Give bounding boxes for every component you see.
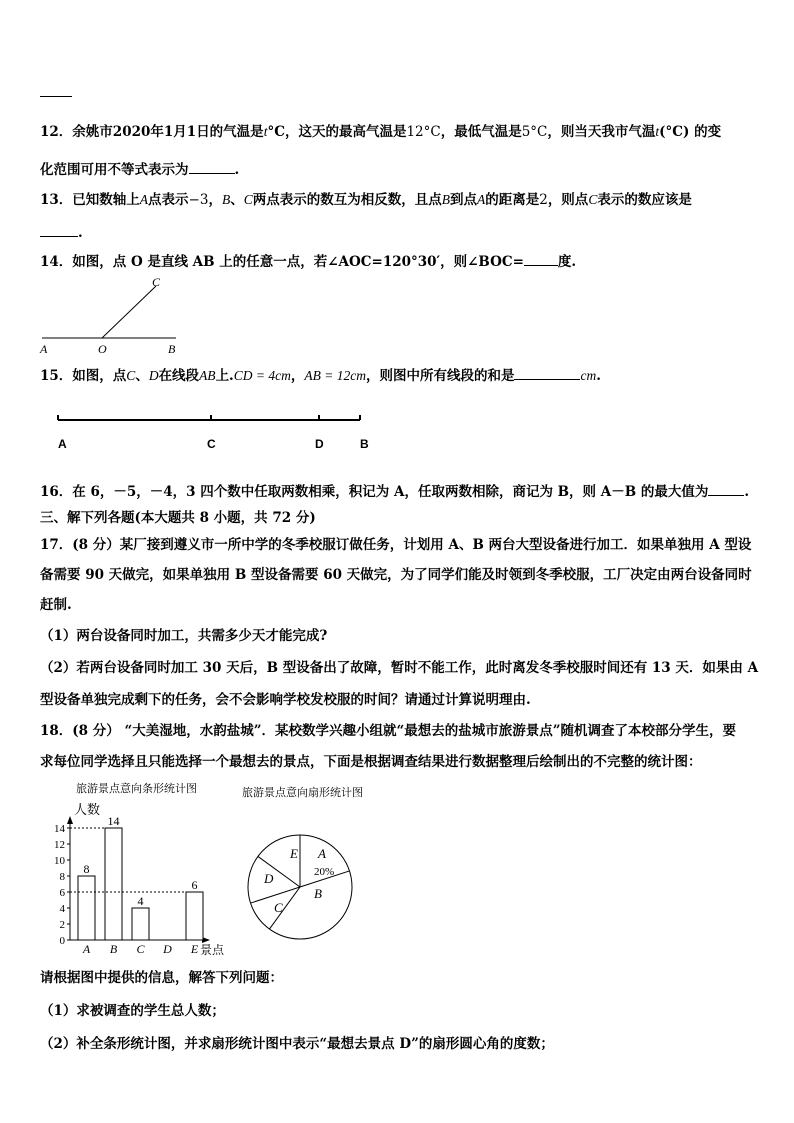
q13-end: . <box>78 225 83 241</box>
q13-val: −3 <box>188 192 209 208</box>
q15-answer-blank[interactable] <box>514 365 580 380</box>
bar-y-tick-label: 14 <box>54 823 65 835</box>
q13-text-a: 已知数轴上 <box>72 192 140 208</box>
question-12-line2 <box>40 158 754 178</box>
q12-number: 12． <box>40 124 73 140</box>
bar-y-axis-arrow <box>67 816 73 824</box>
q13-var-a2: A <box>476 192 486 207</box>
q12-text-2: 年 <box>150 124 164 140</box>
q18-sub-1: （1）求被调查的学生总人数； <box>40 1003 225 1019</box>
q13-text-e: 两点表示的数互为相反数，且点 <box>252 192 442 208</box>
seg-label-d: D <box>315 437 324 451</box>
q12-low: 5°C <box>521 124 548 140</box>
q13-var-a: A <box>139 192 149 207</box>
q15-text-c: 在线段 <box>158 368 200 384</box>
q12-day: 1 <box>186 124 197 140</box>
question-13-line2 <box>40 222 754 241</box>
q12-text-3: 月 <box>173 124 187 140</box>
q12-high: 12°C <box>406 124 441 140</box>
q17-sub-1: （1）两台设备同时加工，共需多少天才能完成? <box>40 628 328 644</box>
bar-value-label: 6 <box>191 878 198 892</box>
q13-text-h: ，则点 <box>547 192 589 208</box>
q13-var-b: B <box>221 192 231 207</box>
q15-var-d: D <box>148 368 159 383</box>
bar-category-label: A <box>82 942 91 956</box>
bar-category-label: D <box>163 942 172 956</box>
seg-label-b: B <box>360 437 369 451</box>
q18-after: 请根据图中提供的信息，解答下列问题： <box>40 970 283 986</box>
question-15 <box>40 364 754 384</box>
q15-text-d: 上. <box>215 368 234 384</box>
bar-y-tick-label: 6 <box>59 887 65 899</box>
label-c: C <box>152 275 161 289</box>
bar-y-tick-label: 10 <box>54 855 65 867</box>
bar-y-tick-label: 4 <box>59 903 65 915</box>
bar-chart-ylabel: 人数 <box>74 803 101 818</box>
bar-value-label: 14 <box>107 814 120 828</box>
q18-line-1: 18．(8 分） “大美湿地，水韵盐城”．某校数学兴趣小组就“最想去的盐城市旅游景点”随机调查了本校部分学生，要 <box>40 723 737 739</box>
q12-end: . <box>234 162 240 178</box>
bar-C <box>132 908 149 940</box>
q13-text-i: 表示的数应该是 <box>597 192 692 208</box>
bar-value-label: 8 <box>83 862 90 876</box>
q15-number: 15． <box>40 368 73 384</box>
question-16 <box>40 480 754 500</box>
q15-text-b: 、 <box>135 368 149 384</box>
pie-chart-title: 旅游景点意向扇形统计图 <box>242 786 363 799</box>
q15-sep: ， <box>290 368 305 384</box>
q14-end: 度. <box>557 254 577 270</box>
q12-year: 2020 <box>112 124 151 140</box>
q13-text-b: 点表示 <box>148 192 189 208</box>
q13-text-f: 到点 <box>449 192 477 208</box>
q15-end: . <box>596 368 601 384</box>
label-b: B <box>168 342 176 356</box>
bar-chart-title: 旅游景点意向条形统计图 <box>76 782 197 795</box>
q15-text-e: ，则图中所有线段的和是 <box>365 368 515 384</box>
bar-y-tick-label: 2 <box>59 919 65 931</box>
q15-var-c: C <box>126 368 136 383</box>
label-a: A <box>40 342 48 356</box>
q13-answer-blank[interactable] <box>40 222 78 237</box>
top-rule <box>40 96 72 97</box>
q16-number: 16． <box>40 484 73 500</box>
q18-sub-2: （2）补全条形统计图，并求扇形统计图中表示“最想去景点 D”的扇形圆心角的度数； <box>40 1036 554 1052</box>
q12-text-8: (°C) 的变 <box>659 124 722 140</box>
seg-label-a: A <box>58 437 67 451</box>
segment-diagram <box>50 410 380 456</box>
question-12 <box>40 120 754 140</box>
q14-answer-blank[interactable] <box>524 251 558 266</box>
q13-var-c2: C <box>588 192 598 207</box>
bar-category-label: C <box>136 942 145 956</box>
bar-A <box>78 876 95 940</box>
pie-chart <box>238 780 388 960</box>
q12-text-7: ，则当天我市气温 <box>547 124 656 140</box>
bar-y-tick-label: 12 <box>54 839 65 851</box>
q17-line-1: 17．(8 分）某厂接到遵义市一所中学的冬季校服订做任务，计划用 A、B 两台大型设备进行加工．如果单独用 A 型设 <box>40 537 752 553</box>
bar-y-tick-label: 8 <box>59 871 65 883</box>
q16-text: 在 6，－5，－4，3 四个数中任取两数相乘，积记为 A，任取两数相除，商记为 B，则 A－B 的最大值为 <box>72 484 709 500</box>
q14-number: 14． <box>40 254 73 270</box>
pie-label-E: E <box>290 846 298 861</box>
pie-label-A: A <box>318 846 326 861</box>
q15-text-a: 如图，点 <box>72 368 127 384</box>
q17-line-2: 备需要 90 天做完，如果单独用 B 型设备需要 60 天做完，为了同学们能及时领到冬季校服，工厂决定由两台设备同时 <box>40 567 752 583</box>
q16-end: . <box>744 484 750 500</box>
q13-var-c: C <box>243 192 253 207</box>
q12-answer-blank[interactable] <box>189 159 235 174</box>
q15-ab: AB = 12cm <box>304 368 366 383</box>
q17-sub-2-line-2: 型设备单独完成剩下的任务，会不会影响学校发校服的时间？请通过计算说明理由. <box>40 692 531 708</box>
q12-text-6: ，最低气温是 <box>440 124 522 140</box>
q12-month: 1 <box>163 124 174 140</box>
label-o: O <box>98 342 107 356</box>
q14-text: 如图，点 O 是直线 AB 上的任意一点，若∠AOC=120°30′，则∠BOC= <box>72 254 524 270</box>
section-3-heading: 三、解下列各题(本大题共 8 小题，共 72 分) <box>40 510 316 526</box>
q13-dist: 2 <box>539 192 548 208</box>
q12-text-1: 余姚市 <box>72 124 113 140</box>
question-13 <box>40 188 754 208</box>
q13-text-d: 、 <box>230 192 244 208</box>
bar-B <box>105 828 122 940</box>
pie-annotation-a: 20% <box>314 866 335 878</box>
bar-chart-xlabel: 景点 <box>200 943 225 957</box>
q12-text-5: °C，这天的最高气温是 <box>267 124 407 140</box>
pie-label-C: C <box>274 900 283 915</box>
angle-diagram <box>36 274 196 358</box>
q15-cd: CD = 4cm <box>233 368 291 383</box>
q15-unit: cm <box>580 368 597 383</box>
bar-E <box>186 892 203 940</box>
bar-y-tick-label: 0 <box>59 935 65 947</box>
q12-line2: 化范围可用不等式表示为 <box>40 162 189 178</box>
q15-var-ab: AB <box>199 368 216 383</box>
q13-number: 13． <box>40 192 73 208</box>
pie-label-B: B <box>314 886 322 901</box>
q13-text-c: ， <box>208 192 222 208</box>
q17-sub-2-line-1: （2）若两台设备同时加工 30 天后，B 型设备出了故障，暂时不能工作，此时离发冬季校服时间还有 13 天．如果由 A <box>40 660 759 676</box>
bar-category-label: E <box>190 942 199 956</box>
bar-category-label: B <box>109 942 118 956</box>
bar-chart <box>40 776 240 962</box>
pie-label-D: D <box>264 871 274 886</box>
ray-oc <box>102 286 156 338</box>
q18-line-2: 求每位同学选择且只能选择一个最想去的景点，下面是根据调查结果进行数据整理后绘制出的不完整的统计图： <box>40 754 702 770</box>
q13-var-b2: B <box>441 192 450 207</box>
q12-text-4: 日的气温是 <box>196 124 264 140</box>
seg-label-c: C <box>207 437 216 451</box>
q13-text-g: 的距离是 <box>485 192 540 208</box>
q12-var-t2: t <box>655 124 660 139</box>
q16-answer-blank[interactable] <box>708 481 744 496</box>
question-14 <box>40 250 754 270</box>
bar-value-label: 4 <box>137 894 144 908</box>
q17-line-3: 赶制. <box>40 597 72 613</box>
q12-var-t: t <box>263 124 268 139</box>
